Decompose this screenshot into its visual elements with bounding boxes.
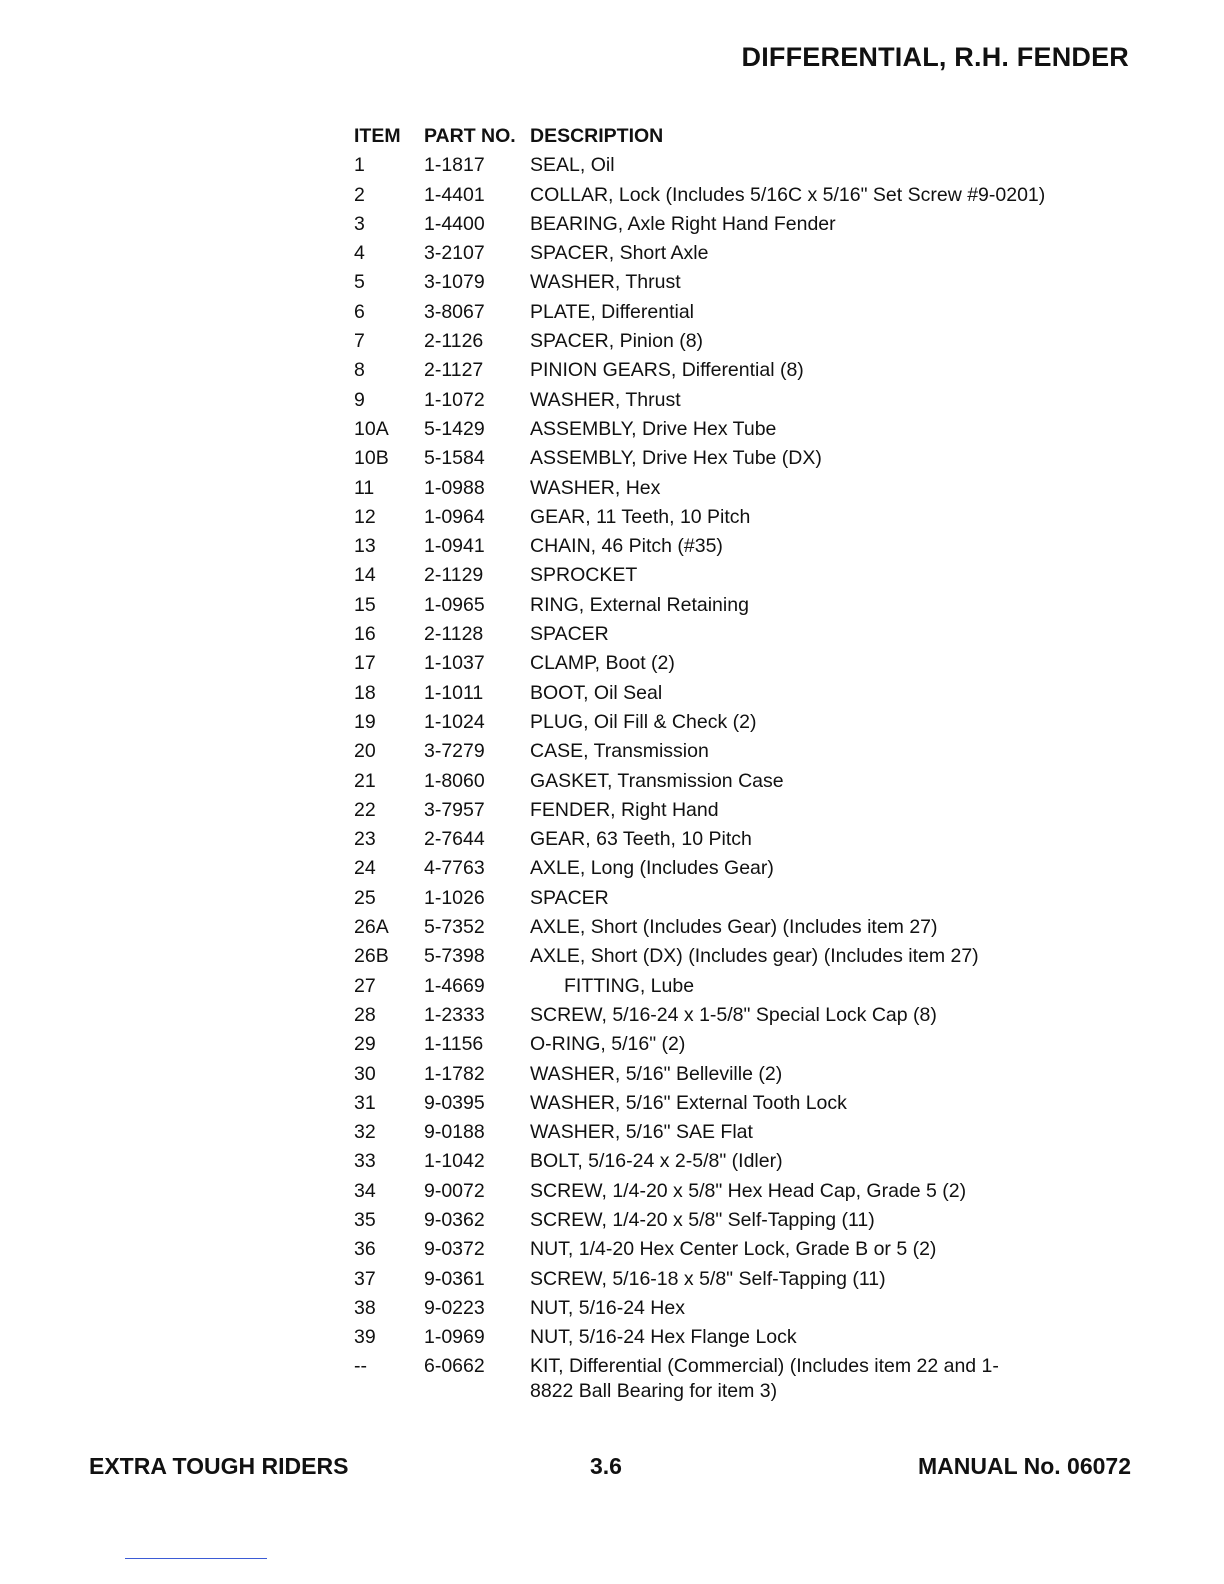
- part-description: WASHER, Thrust: [530, 388, 681, 411]
- header-description: DESCRIPTION: [530, 125, 664, 147]
- table-header-row: [354, 122, 1114, 151]
- table-row: [354, 737, 1114, 766]
- part-description: FENDER, Right Hand: [530, 798, 719, 821]
- item-number: 34: [354, 1179, 376, 1202]
- part-description: SPACER, Short Axle: [530, 242, 709, 265]
- table-row: [354, 649, 1114, 678]
- part-description: SCREW, 5/16-24 x 1-5/8" Special Lock Cap (8): [530, 1003, 937, 1026]
- table-row: [354, 327, 1114, 356]
- part-description: WASHER, Thrust: [530, 271, 681, 294]
- item-number: 26A: [354, 916, 389, 939]
- item-number: 31: [354, 1091, 376, 1114]
- table-row: [354, 796, 1114, 825]
- part-number: 1-0941: [424, 535, 485, 558]
- part-description: SCREW, 1/4-20 x 5/8" Hex Head Cap, Grade 5 (2): [530, 1179, 967, 1202]
- item-number: 2: [354, 183, 365, 206]
- part-description: PINION GEARS, Differential (8): [530, 359, 804, 382]
- part-number: 9-0395: [424, 1091, 485, 1114]
- item-number: 37: [354, 1267, 376, 1290]
- part-description: ASSEMBLY, Drive Hex Tube (DX): [530, 447, 822, 470]
- part-number: 5-7398: [424, 945, 485, 968]
- item-number: 10A: [354, 417, 389, 440]
- table-row: [354, 1294, 1114, 1323]
- part-number: 1-2333: [424, 1003, 485, 1026]
- part-number: 3-7279: [424, 740, 485, 763]
- item-number: 35: [354, 1208, 376, 1231]
- table-row: [354, 942, 1114, 971]
- item-number: 9: [354, 388, 365, 411]
- table-row: [354, 1177, 1114, 1206]
- parts-table: [354, 122, 1114, 1403]
- item-number: 6: [354, 300, 365, 323]
- part-number: 2-7644: [424, 828, 485, 851]
- part-number: 3-7957: [424, 798, 485, 821]
- table-row: [354, 1118, 1114, 1147]
- part-number: 3-2107: [424, 242, 485, 265]
- item-number: 39: [354, 1326, 376, 1349]
- table-row: [354, 1001, 1114, 1030]
- part-description: SEAL, Oil: [530, 154, 615, 177]
- item-number: 7: [354, 330, 365, 353]
- part-number: 5-7352: [424, 916, 485, 939]
- item-number: 18: [354, 681, 376, 704]
- item-number: 22: [354, 798, 376, 821]
- table-row: [354, 767, 1114, 796]
- part-number: 1-1042: [424, 1150, 485, 1173]
- part-number: 1-0988: [424, 476, 485, 499]
- part-description: CHAIN, 46 Pitch (#35): [530, 535, 723, 558]
- table-row: [354, 181, 1114, 210]
- part-number: 1-0969: [424, 1326, 485, 1349]
- part-number: 9-0362: [424, 1208, 485, 1231]
- item-number: 25: [354, 886, 376, 909]
- item-number: 15: [354, 593, 376, 616]
- table-row: [354, 386, 1114, 415]
- item-number: 27: [354, 974, 376, 997]
- footer-title: EXTRA TOUGH RIDERS: [89, 1453, 349, 1479]
- part-number: 1-1072: [424, 388, 485, 411]
- table-row: [354, 1265, 1114, 1294]
- part-description: SPACER: [530, 886, 609, 909]
- part-number: 4-7763: [424, 857, 485, 880]
- table-row: [354, 972, 1114, 1001]
- item-number: 5: [354, 271, 365, 294]
- table-row: [354, 474, 1114, 503]
- part-description: AXLE, Short (Includes Gear) (Includes item 27): [530, 916, 938, 939]
- item-number: 1: [354, 154, 365, 177]
- item-number: 14: [354, 564, 376, 587]
- table-row: [354, 356, 1114, 385]
- part-description: NUT, 1/4-20 Hex Center Lock, Grade B or 5 (2): [530, 1238, 937, 1261]
- part-number: 2-1127: [424, 359, 484, 382]
- table-row: [354, 151, 1114, 180]
- part-number: 1-4669: [424, 974, 485, 997]
- part-description: WASHER, 5/16" SAE Flat: [530, 1121, 753, 1144]
- part-number: 9-0188: [424, 1121, 485, 1144]
- part-description: FITTING, Lube: [564, 974, 695, 997]
- item-number: --: [354, 1355, 367, 1378]
- part-number: 1-1011: [424, 681, 484, 704]
- table-row: [354, 1206, 1114, 1235]
- part-description: O-RING, 5/16" (2): [530, 1033, 686, 1056]
- item-number: 10B: [354, 447, 389, 470]
- part-description: KIT, Differential (Commercial) (Includes item 22 and 1-8822 Ball Bearing for item 3): [530, 1355, 999, 1402]
- table-row: [354, 1089, 1114, 1118]
- page-title: DIFFERENTIAL, R.H. FENDER: [741, 42, 1129, 72]
- part-description: SPROCKET: [530, 564, 638, 587]
- item-number: 24: [354, 857, 376, 880]
- part-number: 1-1817: [424, 154, 485, 177]
- table-row: [354, 854, 1114, 883]
- table-row: [354, 561, 1114, 590]
- table-row: [354, 1352, 1114, 1403]
- part-description: NUT, 5/16-24 Hex: [530, 1296, 685, 1319]
- part-number: 9-0072: [424, 1179, 485, 1202]
- table-row: [354, 503, 1114, 532]
- part-number: 5-1584: [424, 447, 485, 470]
- part-description: WASHER, 5/16" External Tooth Lock: [530, 1091, 847, 1114]
- part-description: GASKET, Transmission Case: [530, 769, 784, 792]
- item-number: 20: [354, 740, 376, 763]
- manual-number: MANUAL No. 06072: [917, 1453, 1131, 1479]
- table-row: [354, 268, 1114, 297]
- part-number: 2-1129: [424, 564, 484, 587]
- item-number: 32: [354, 1121, 376, 1144]
- part-number: 1-1782: [424, 1062, 485, 1085]
- part-number: 1-1156: [424, 1033, 484, 1056]
- item-number: 4: [354, 242, 365, 265]
- item-number: 29: [354, 1033, 376, 1056]
- item-number: 38: [354, 1296, 376, 1319]
- part-description: RING, External Retaining: [530, 593, 749, 616]
- item-number: 36: [354, 1238, 376, 1261]
- part-number: 5-1429: [424, 417, 485, 440]
- blue-divider: [125, 1558, 267, 1559]
- table-row: [354, 1323, 1114, 1352]
- item-number: 12: [354, 505, 376, 528]
- part-number: 6-0662: [424, 1355, 485, 1378]
- part-number: 1-4400: [424, 212, 485, 235]
- table-row: [354, 1235, 1114, 1264]
- table-row: [354, 591, 1114, 620]
- part-description: AXLE, Short (DX) (Includes gear) (Includes item 27): [530, 945, 979, 968]
- part-number: 1-0964: [424, 505, 485, 528]
- part-number: 9-0372: [424, 1238, 485, 1261]
- part-description: PLUG, Oil Fill & Check (2): [530, 710, 757, 733]
- table-row: [354, 679, 1114, 708]
- part-number: 9-0361: [424, 1267, 485, 1290]
- part-description: AXLE, Long (Includes Gear): [530, 857, 774, 880]
- part-description: GEAR, 11 Teeth, 10 Pitch: [530, 505, 751, 528]
- table-row: [354, 239, 1114, 268]
- part-description: WASHER, Hex: [530, 476, 661, 499]
- part-number: 9-0223: [424, 1296, 485, 1319]
- part-description: SPACER, Pinion (8): [530, 330, 704, 353]
- part-description: SCREW, 1/4-20 x 5/8" Self-Tapping (11): [530, 1208, 875, 1231]
- part-description: CASE, Transmission: [530, 740, 709, 763]
- item-number: 8: [354, 359, 365, 382]
- item-number: 26B: [354, 945, 389, 968]
- part-description: NUT, 5/16-24 Hex Flange Lock: [530, 1326, 797, 1349]
- part-description: CLAMP, Boot (2): [530, 652, 675, 675]
- table-body: [354, 151, 1114, 1403]
- header-item: ITEM: [354, 125, 401, 147]
- table-row: [354, 620, 1114, 649]
- item-number: 11: [354, 476, 375, 499]
- part-description: SCREW, 5/16-18 x 5/8" Self-Tapping (11): [530, 1267, 886, 1290]
- table-row: [354, 1147, 1114, 1176]
- part-description: ASSEMBLY, Drive Hex Tube: [530, 417, 777, 440]
- part-number: 1-1024: [424, 710, 485, 733]
- header-part-no: PART NO.: [424, 125, 516, 147]
- part-description: COLLAR, Lock (Includes 5/16C x 5/16" Set Screw #9-0201): [530, 183, 1046, 206]
- table-row: [354, 532, 1114, 561]
- item-number: 30: [354, 1062, 376, 1085]
- table-row: [354, 1060, 1114, 1089]
- table-row: [354, 298, 1114, 327]
- part-description: SPACER: [530, 623, 609, 646]
- part-description: WASHER, 5/16" Belleville (2): [530, 1062, 783, 1085]
- part-number: 2-1126: [424, 330, 484, 353]
- item-number: 3: [354, 212, 365, 235]
- item-number: 33: [354, 1150, 376, 1173]
- table-row: [354, 708, 1114, 737]
- table-row: [354, 884, 1114, 913]
- item-number: 16: [354, 623, 376, 646]
- table-row: [354, 210, 1114, 239]
- part-number: 1-1026: [424, 886, 485, 909]
- table-row: [354, 913, 1114, 942]
- part-description: GEAR, 63 Teeth, 10 Pitch: [530, 828, 752, 851]
- table-row: [354, 415, 1114, 444]
- part-description: BEARING, Axle Right Hand Fender: [530, 212, 836, 235]
- item-number: 21: [354, 769, 376, 792]
- item-number: 23: [354, 828, 376, 851]
- part-description: BOLT, 5/16-24 x 2-5/8" (Idler): [530, 1150, 783, 1173]
- part-description: PLATE, Differential: [530, 300, 695, 323]
- item-number: 13: [354, 535, 376, 558]
- part-number: 3-1079: [424, 271, 485, 294]
- part-number: 3-8067: [424, 300, 485, 323]
- table-row: [354, 1030, 1114, 1059]
- table-row: [354, 444, 1114, 473]
- part-number: 1-4401: [424, 183, 485, 206]
- page-number: 3.6: [590, 1453, 622, 1479]
- item-number: 19: [354, 710, 376, 733]
- table-row: [354, 825, 1114, 854]
- part-number: 1-8060: [424, 769, 485, 792]
- part-number: 1-0965: [424, 593, 485, 616]
- item-number: 17: [354, 652, 376, 675]
- item-number: 28: [354, 1003, 376, 1026]
- part-description: BOOT, Oil Seal: [530, 681, 663, 704]
- part-number: 2-1128: [424, 623, 484, 646]
- part-number: 1-1037: [424, 652, 485, 675]
